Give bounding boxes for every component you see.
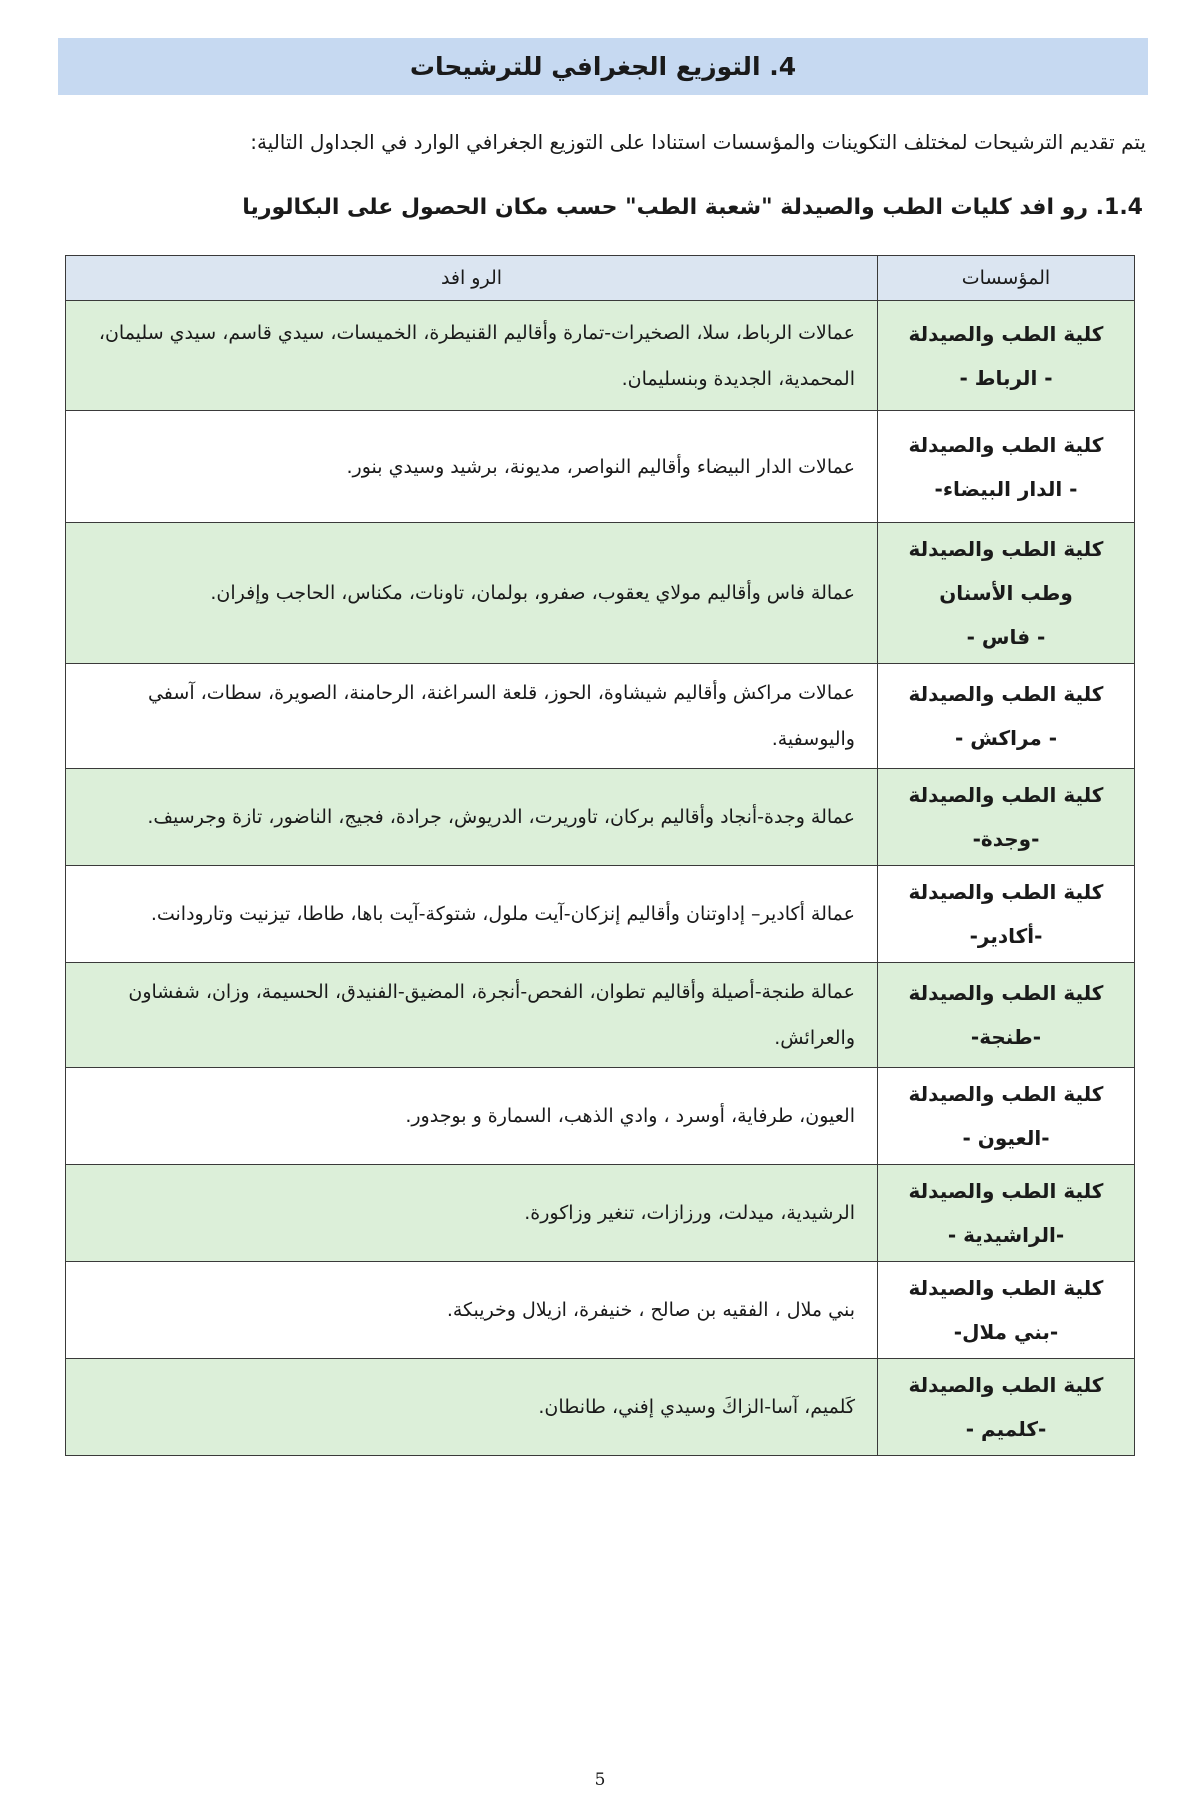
institution-line: كلية الطب والصيدلة [908,880,1104,904]
regions-cell: عمالة فاس وأقاليم مولاي يعقوب، صفرو، بولمان، تاونات، مكناس، الحاجب وإفران. [66,523,878,664]
institution-cell [878,1262,1135,1359]
institution-line: -طنجة- [970,1025,1042,1049]
institution-cell [878,866,1135,963]
table-row [66,1262,1135,1359]
institution-cell [878,411,1135,523]
institution-line: كلية الطب والصيدلة [908,1276,1104,1300]
table-row [66,664,1135,769]
header-institutions: المؤسسات [878,256,1135,301]
section-title: 4. التوزيع الجغرافي للترشيحات [409,52,797,81]
regions-cell: عمالة طنجة-أصيلة وأقاليم تطوان، الفحص-أنجرة، المضيق-الفنيدق، الحسيمة، وزان، شفشاون والعرائش. [66,963,878,1068]
regions-cell: عمالات الرباط، سلا، الصخيرات-تمارة وأقاليم القنيطرة، الخميسات، سيدي قاسم، سيدي سليمان، المحمدية، الجديدة وبنسليمان. [66,301,878,411]
institution-line: -كلميم - [965,1417,1047,1441]
institution-cell [878,523,1135,664]
table-row [66,866,1135,963]
table-row [66,1359,1135,1456]
institution-line: كلية الطب والصيدلة [908,537,1104,561]
institution-line: -بني ملال- [953,1320,1059,1344]
institution-cell [878,1068,1135,1165]
regions-cell: بني ملال ، الفقيه بن صالح ، خنيفرة، ازيلال وخريبكة. [66,1262,878,1359]
regions-cell: عمالات الدار البيضاء وأقاليم النواصر، مديونة، برشيد وسيدي بنور. [66,411,878,523]
institution-cell [878,664,1135,769]
institution-line: كلية الطب والصيدلة [908,432,1104,457]
institution-line: - مراكش - [954,726,1058,750]
table-body [66,301,1135,1456]
header-regions: الرو افد [66,256,878,301]
institution-cell [878,769,1135,866]
regions-cell: كَلميم، آسا-الزاكَ وسيدي إفني، طانطان. [66,1359,878,1456]
institution-cell [878,1165,1135,1262]
institution-line: - الدار البيضاء- [934,476,1078,501]
regions-cell: الرشيدية، ميدلت، ورزازات، تنغير وزاكورة. [66,1165,878,1262]
institution-line: كلية الطب والصيدلة [908,682,1104,706]
subsection-title: 1.4. رو افد كليات الطب والصيدلة "شعبة الطب" حسب مكان الحصول على البكالوريا [242,195,1143,220]
institution-cell [878,1359,1135,1456]
institution-line: - الرباط - [959,365,1053,390]
intro-paragraph: يتم تقديم الترشيحات لمختلف التكوينات والمؤسسات استنادا على التوزيع الجغرافي الوارد في الجداول التالية: [250,130,1146,154]
institution-line: -الراشيدية - [947,1223,1065,1247]
institution-line: -العيون - [962,1126,1050,1150]
institution-line: كلية الطب والصيدلة [908,1082,1104,1106]
table-row [66,1165,1135,1262]
institution-line: كلية الطب والصيدلة [908,1179,1104,1203]
institution-line: كلية الطب والصيدلة [908,1373,1104,1397]
institution-line: كلية الطب والصيدلة [908,783,1104,807]
table-row [66,411,1135,523]
table-row [66,523,1135,664]
regions-cell: العيون، طرفاية، أوسرد ، وادي الذهب، السمارة و بوجدور. [66,1068,878,1165]
table-row [66,301,1135,411]
institution-line: -وجدة- [972,827,1040,851]
institution-line: - فاس - [966,625,1046,649]
regions-cell: عمالات مراكش وأقاليم شيشاوة، الحوز، قلعة السراغنة، الرحامنة، الصويرة، سطات، آسفي واليوسفية. [66,664,878,769]
institution-line: وطب الأسنان [939,581,1073,605]
regions-cell: عمالة أكادير– إداوتنان وأقاليم إنزكان-آيت ملول، شتوكة-آيت باها، طاطا، تيزنيت وتارودانت. [66,866,878,963]
institution-cell [878,963,1135,1068]
table-row [66,963,1135,1068]
page-number: 5 [594,1770,606,1790]
regions-cell: عمالة وجدة-أنجاد وأقاليم بركان، تاوريرت، الدريوش، جرادة، فجيج، الناضور، تازة وجرسيف. [66,769,878,866]
table-header-row [66,256,1135,301]
section-title-banner [58,38,1148,95]
institution-line: كلية الطب والصيدلة [908,981,1104,1005]
institution-cell [878,301,1135,411]
institution-line: كلية الطب والصيدلة [908,321,1104,346]
feeder-regions-table [65,255,1135,1456]
table-row [66,769,1135,866]
institution-line: -أكادير- [969,924,1043,948]
table-row [66,1068,1135,1165]
